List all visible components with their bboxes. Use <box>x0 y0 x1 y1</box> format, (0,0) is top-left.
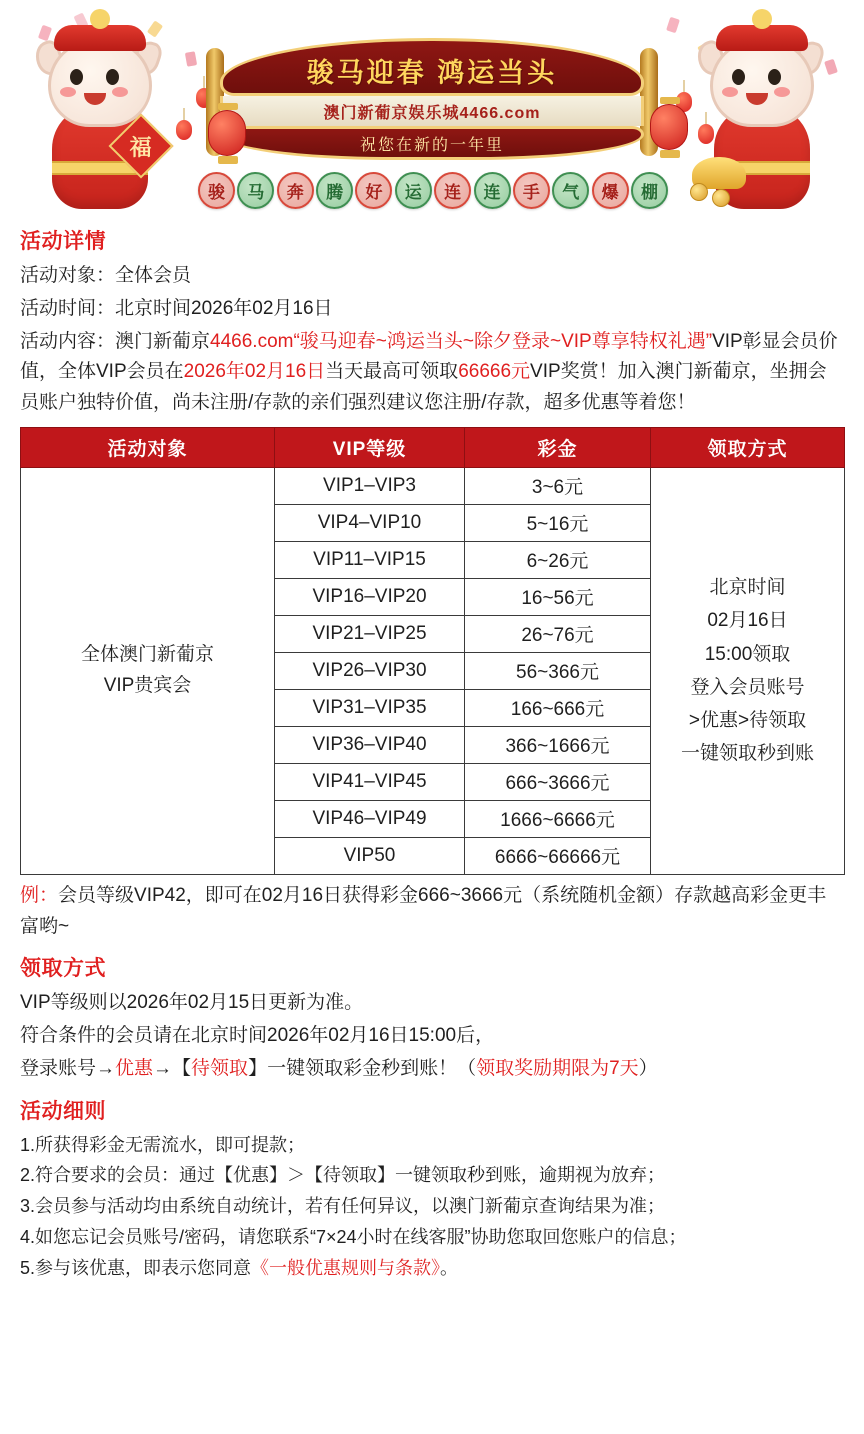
table-cell-level: VIP31–VIP35 <box>275 689 465 726</box>
detail-content-label: 活动内容： <box>20 330 116 352</box>
table-header-target: 活动对象 <box>21 427 275 467</box>
method-line-3: 15:00领取 <box>704 643 791 665</box>
example-prefix: 例： <box>20 884 59 906</box>
table-cell-prize: 16~56元 <box>465 578 651 615</box>
gold-coin-icon <box>690 183 708 201</box>
method-line-5: >优惠>待领取 <box>688 710 807 732</box>
detail-content-part5: VIP奖赏！加入澳门新葡京，坐拥会员账户独特价值，尚未注册/存款的亲们强烈建议您注册/存款，超多优惠等着您！ <box>20 361 827 414</box>
prize-table <box>20 427 845 875</box>
table-cell-method <box>651 467 845 874</box>
site-domain: 4466.com <box>210 330 294 352</box>
example-text: 会员等级VIP42，即可在02月16日获得彩金666~3666元（系统随机金额）存款越高彩金更丰富哟~ <box>20 884 827 937</box>
mascot-right <box>688 31 838 209</box>
table-cell-level: VIP41–VIP45 <box>275 763 465 800</box>
medallion <box>552 172 589 209</box>
lantern-large-icon <box>650 104 688 150</box>
mascot-hat-icon <box>54 25 146 51</box>
medallion <box>474 172 511 209</box>
lantern-large-icon <box>208 110 246 156</box>
rule-item: 1.所获得彩金无需流水，即可提款； <box>20 1134 306 1155</box>
table-cell-prize: 3~6元 <box>465 467 651 504</box>
promo-content <box>0 225 864 1295</box>
section-title-rules: 活动细则 <box>20 1099 106 1123</box>
medallion <box>237 172 274 209</box>
table-cell-level: VIP26–VIP30 <box>275 652 465 689</box>
table-header-prize: 彩金 <box>465 427 651 467</box>
mascot-eye-icon <box>768 69 781 85</box>
blessing-medallion-row <box>198 172 668 209</box>
table-cell-level: VIP21–VIP25 <box>275 615 465 652</box>
method-line-4: 登入会员账号 <box>690 676 805 698</box>
gold-coin-icon <box>712 189 730 207</box>
target-line-2: VIP贵宾会 <box>103 674 192 696</box>
detail-time-row <box>20 294 844 325</box>
medallion-label: 骏 <box>208 183 225 202</box>
method-step-login: 登录账号→ <box>20 1057 116 1079</box>
table-header-vip-level: VIP等级 <box>275 427 465 467</box>
fu-charm-label: 福 <box>129 134 153 160</box>
festival-banner <box>0 0 864 215</box>
target-line-1: 全体澳门新葡京 <box>80 644 214 666</box>
table-cell-level: VIP36–VIP40 <box>275 726 465 763</box>
general-terms-link[interactable]: 《一般优惠规则与条款》 <box>251 1257 441 1278</box>
table-cell-prize: 1666~6666元 <box>465 800 651 837</box>
table-cell-prize: 56~366元 <box>465 652 651 689</box>
method-line-vip-update: VIP等级则以2026年02月15日更新为准。 <box>20 992 364 1014</box>
section-title-method: 领取方式 <box>20 957 106 981</box>
method-step-pending: 待领取 <box>191 1057 249 1079</box>
rule-item: 4.如您忘记会员账号/密码，请您联系“7×24小时在线客服”协助您取回您账户的信息； <box>20 1227 687 1248</box>
method-line-eligible: 符合条件的会员请在北京时间2026年02月16日15:00后， <box>20 1025 495 1047</box>
detail-target-label: 活动对象： <box>20 265 116 286</box>
medallion <box>355 172 392 209</box>
banner-title: 骏马迎春 鸿运当头 <box>306 57 558 88</box>
medallion <box>198 172 235 209</box>
banner-subtitle-band <box>220 96 644 126</box>
medallion-label: 好 <box>365 183 383 202</box>
table-header-method: 领取方式 <box>651 427 845 467</box>
section-title-details: 活动详情 <box>20 230 106 253</box>
mascot-cheek <box>60 87 76 97</box>
medallion <box>631 172 668 209</box>
medallion <box>434 172 471 209</box>
rules-list <box>20 1131 844 1283</box>
medallion-label: 奔 <box>286 183 304 202</box>
mascot-head <box>710 39 814 127</box>
detail-target-value: 全体会员 <box>115 265 192 286</box>
rule-item: 2.符合要求的会员：通过【优惠】＞【待领取】一键领取秒到账，逾期视为放弃； <box>20 1165 666 1186</box>
table-row <box>21 467 845 504</box>
table-cell-level: VIP4–VIP10 <box>275 504 465 541</box>
banner-wish-band <box>220 126 644 160</box>
method-step-deadline: 领取奖励期限为7天 <box>476 1057 639 1079</box>
table-cell-prize: 26~76元 <box>465 615 651 652</box>
medallion <box>395 172 432 209</box>
detail-content-amount: 66666元 <box>458 361 531 383</box>
mascot-hat-icon <box>716 25 808 51</box>
table-cell-level: VIP46–VIP49 <box>275 800 465 837</box>
detail-content-date: 2026年02月16日 <box>183 361 326 383</box>
medallion <box>277 172 314 209</box>
rule-item: 3.会员参与活动均由系统自动统计，若有任何异议，以澳门新葡京查询结果为准； <box>20 1196 666 1217</box>
medallion <box>592 172 629 209</box>
rule-item-terms <box>20 1254 844 1283</box>
table-cell-level: VIP16–VIP20 <box>275 578 465 615</box>
medallion <box>316 172 353 209</box>
table-cell-prize: 6~26元 <box>465 541 651 578</box>
detail-content-part3: VIP彰显会员价值，全体VIP会员在 <box>20 330 838 383</box>
table-cell-prize: 166~666元 <box>465 689 651 726</box>
method-line-1: 北京时间 <box>709 577 786 599</box>
medallion-label: 马 <box>247 183 265 202</box>
medallion-label: 运 <box>404 183 422 202</box>
mascot-eye-icon <box>70 69 83 85</box>
confetti-petal <box>185 51 197 67</box>
rule5-end: 。 <box>440 1257 459 1278</box>
lantern-icon <box>176 120 192 140</box>
example-paragraph <box>20 881 844 943</box>
banner-scroll-sign <box>212 38 652 164</box>
mascot-cheek <box>774 87 790 97</box>
method-line-2: 02月16日 <box>707 610 788 632</box>
medallion-label: 气 <box>562 183 580 202</box>
mascot-eye-icon <box>732 69 745 85</box>
medallion-label: 手 <box>522 183 540 202</box>
banner-subtitle: 澳门新葡京娱乐城4466.com <box>323 104 541 122</box>
table-cell-level: VIP50 <box>275 837 465 874</box>
mascot-cheek <box>112 87 128 97</box>
detail-content-paragraph <box>20 327 844 419</box>
table-header-row <box>21 427 845 467</box>
detail-time-label: 活动时间： <box>20 297 116 319</box>
table-cell-prize: 366~1666元 <box>465 726 651 763</box>
medallion-label: 腾 <box>326 183 344 202</box>
detail-content-part4: 当天最高可领取 <box>325 361 459 383</box>
medallion-label: 连 <box>444 183 462 202</box>
medallion <box>513 172 550 209</box>
banner-wish: 祝您在新的一年里 <box>359 136 504 154</box>
confetti-petal <box>666 17 680 33</box>
rule5-text: 5.参与该优惠，即表示您同意 <box>20 1257 252 1278</box>
banner-title-band <box>220 38 644 96</box>
table-cell-prize: 666~3666元 <box>465 763 651 800</box>
method-step-promo: 优惠 <box>115 1057 154 1079</box>
table-cell-level: VIP11–VIP15 <box>275 541 465 578</box>
table-cell-prize: 5~16元 <box>465 504 651 541</box>
table-cell-level: VIP1–VIP3 <box>275 467 465 504</box>
method-line-steps <box>20 1054 844 1085</box>
table-cell-target <box>21 467 275 874</box>
medallion-label: 连 <box>483 183 501 202</box>
detail-time-value: 北京时间2026年02月16日 <box>115 297 333 319</box>
medallion-label: 棚 <box>640 183 658 202</box>
mascot-head <box>48 39 152 127</box>
detail-content-slogan: “骏马迎春~鸿运当头~除夕登录~VIP尊享特权礼遇” <box>293 330 713 352</box>
medallion-label: 爆 <box>601 183 619 202</box>
method-step-bracket-close: ） <box>638 1057 658 1079</box>
method-step-claim: 】一键领取彩金秒到账！（ <box>248 1057 477 1079</box>
table-cell-prize: 6666~66666元 <box>465 837 651 874</box>
detail-target-row <box>20 261 844 292</box>
method-line-6: 一键领取秒到账 <box>680 743 814 765</box>
mascot-cheek <box>722 87 738 97</box>
method-step-bracket-open: →【 <box>153 1057 192 1079</box>
detail-content-part1: 澳门新葡京 <box>115 330 211 352</box>
mascot-left <box>26 31 176 209</box>
mascot-eye-icon <box>106 69 119 85</box>
